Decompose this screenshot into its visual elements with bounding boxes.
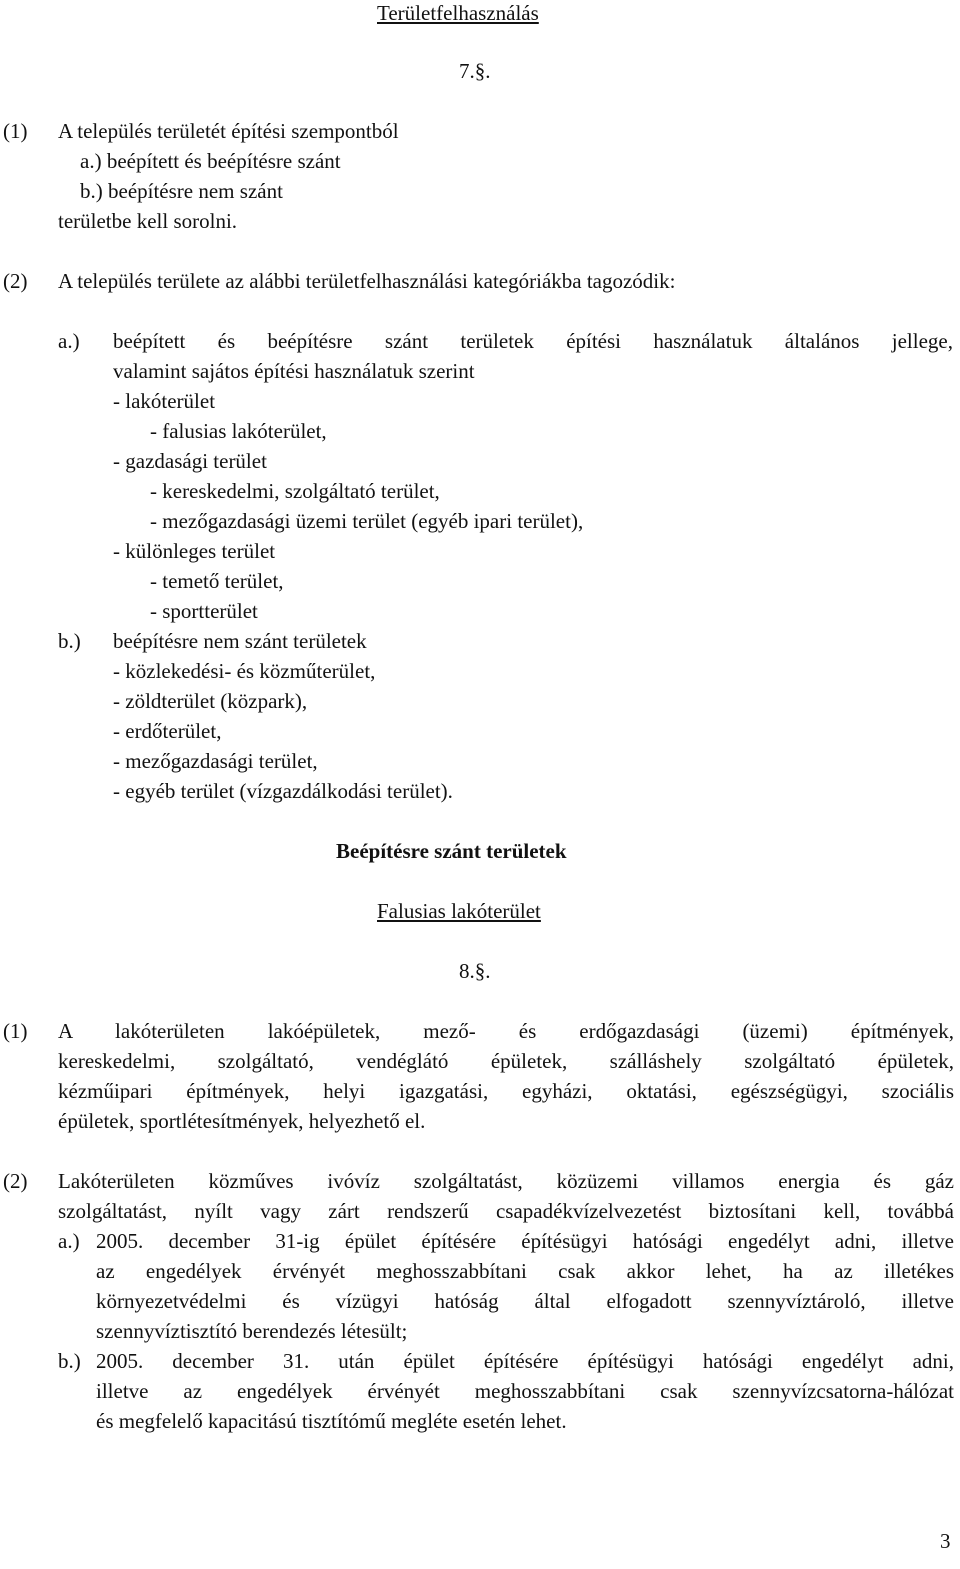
list-item: - sportterület (150, 599, 258, 623)
paragraph-text: Lakóterületen közműves ivóvíz szolgáltatást, közüzemi villamos energia és gáz (58, 1169, 954, 1193)
section-number: 8.§. (459, 959, 491, 983)
list-item: a.) beépített és beépítésre szánt (80, 149, 341, 173)
part-heading: Beépítésre szánt területek (336, 839, 567, 863)
list-item: - mezőgazdasági üzemi terület (egyéb ipari terület), (150, 509, 584, 533)
paragraph-text: épületek, sportlétesítmények, helyezhető el. (58, 1109, 426, 1133)
item-text: és megfelelő kapacitású tisztítómű megléte esetén lehet. (96, 1409, 567, 1433)
list-item: - gazdasági terület (113, 449, 267, 473)
paragraph-label: (2) (3, 269, 28, 293)
item-label: b.) (58, 1349, 81, 1373)
section-number: 7.§. (459, 59, 491, 83)
list-item: - falusias lakóterület, (150, 419, 327, 443)
list-item: - zöldterület (közpark), (113, 689, 308, 713)
section-title: Falusias lakóterület (377, 899, 541, 923)
item-text: 2005. december 31-ig épület építésére építésügyi hatósági engedélyt adni, illetve (96, 1229, 954, 1253)
paragraph-text: kézműipari építmények, helyi igazgatási, egyházi, oktatási, egészségügyi, szociális (58, 1079, 954, 1103)
item-text: illetve az engedélyek érvényét meghosszabbítani csak szennyvízcsatorna-hálózat (96, 1379, 954, 1403)
paragraph-text: szolgáltatást, nyílt vagy zárt rendszerű csapadékvízelvezetést biztosítani kell, továbbá (58, 1199, 954, 1223)
paragraph-text: területbe kell sorolni. (58, 209, 238, 233)
item-text: környezetvédelmi és vízügyi hatóság által elfogadott szennyvíztároló, illetve (96, 1289, 954, 1313)
item-text: 2005. december 31. után épület építésére építésügyi hatósági engedélyt adni, (96, 1349, 954, 1373)
category-text: beépítésre nem szánt területek (113, 629, 367, 653)
category-label: b.) (58, 629, 81, 653)
list-item: - közlekedési- és közműterület, (113, 659, 376, 683)
list-item: - erdőterület, (113, 719, 222, 743)
item-label: a.) (58, 1229, 80, 1253)
item-text: az engedélyek érvényét meghosszabbítani csak akkor lehet, ha az illetékes (96, 1259, 954, 1283)
item-text: szennyvíztisztító berendezés létesült; (96, 1319, 408, 1343)
category-text: valamint sajátos építési használatuk szerint (113, 359, 475, 383)
paragraph-label: (1) (3, 119, 28, 143)
list-item: b.) beépítésre nem szánt (80, 179, 283, 203)
list-item: - mezőgazdasági terület, (113, 749, 318, 773)
paragraph-label: (2) (3, 1169, 28, 1193)
category-text: beépített és beépítésre szánt területek építési használatuk általános jellege, (113, 329, 953, 353)
section-title: Területfelhasználás (377, 1, 539, 25)
list-item: - lakóterület (113, 389, 216, 413)
paragraph-text: A település területét építési szempontból (58, 119, 399, 143)
page-number: 3 (940, 1529, 951, 1553)
list-item: - kereskedelmi, szolgáltató terület, (150, 479, 440, 503)
list-item: - egyéb terület (vízgazdálkodási terület). (113, 779, 453, 803)
paragraph-text: kereskedelmi, szolgáltató, vendéglátó épületek, szálláshely szolgáltató épületek, (58, 1049, 954, 1073)
category-label: a.) (58, 329, 80, 353)
list-item: - különleges terület (113, 539, 276, 563)
list-item: - temető terület, (150, 569, 284, 593)
paragraph-label: (1) (3, 1019, 28, 1043)
paragraph-text: A település területe az alábbi területfelhasználási kategóriákba tagozódik: (58, 269, 676, 293)
paragraph-text: A lakóterületen lakóépületek, mező- és erdőgazdasági (üzemi) építmények, (58, 1019, 954, 1043)
